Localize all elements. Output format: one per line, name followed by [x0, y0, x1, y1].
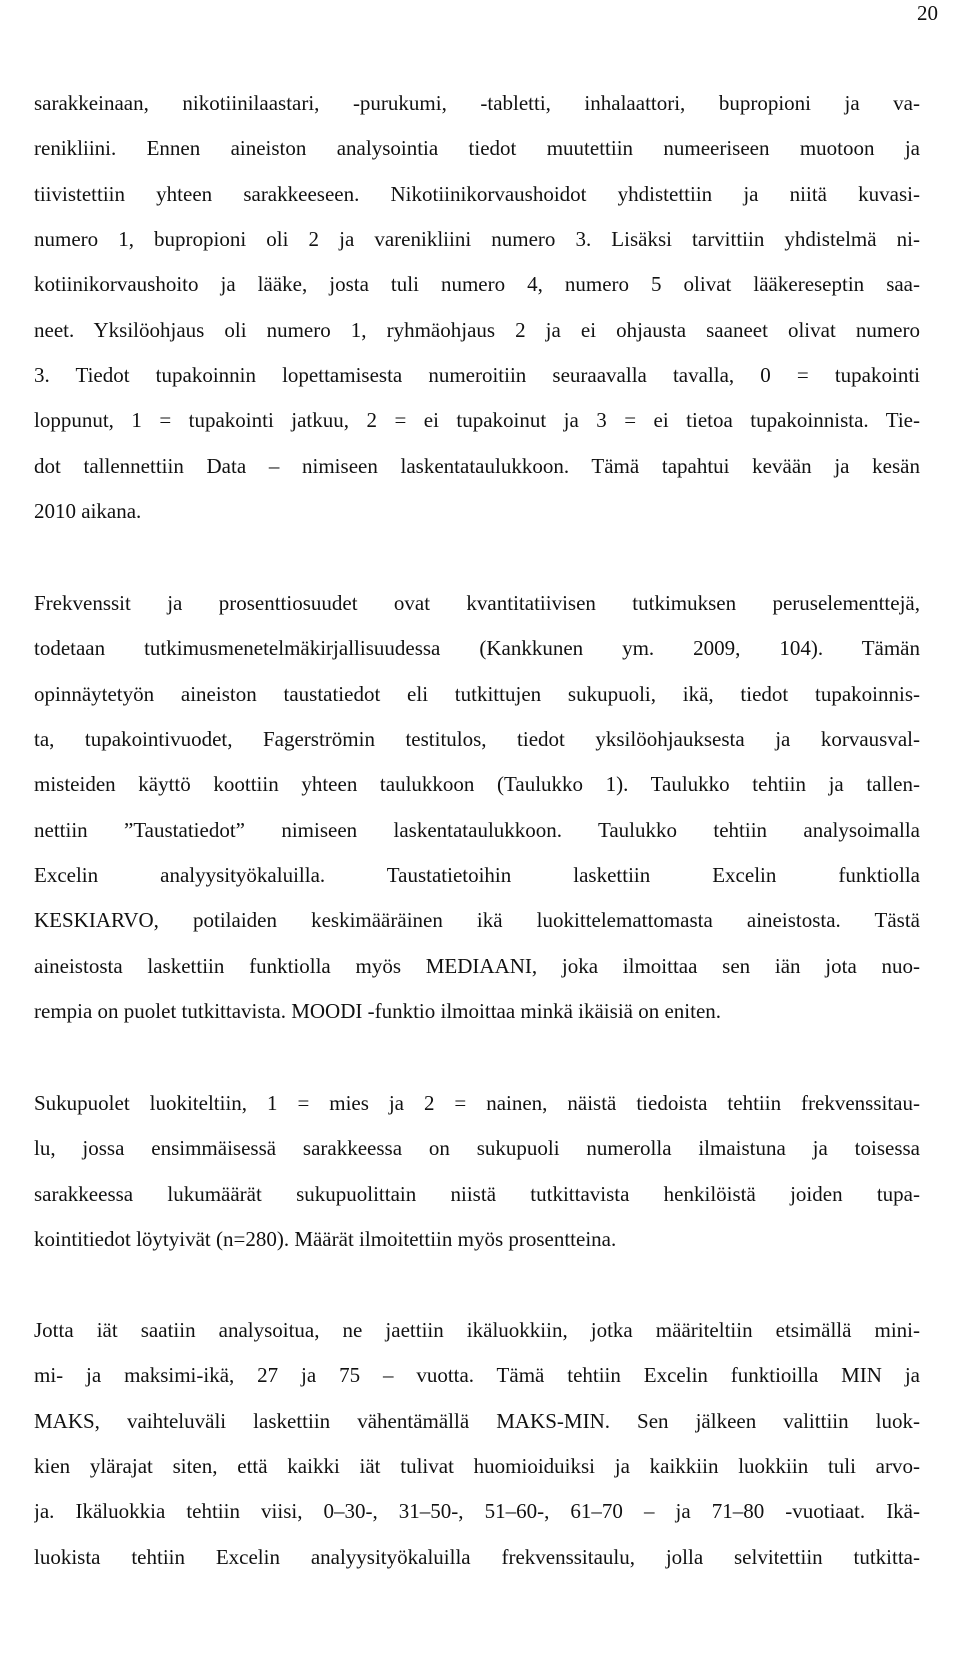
- text-line: loppunut, 1 = tupakointi jatkuu, 2 = ei tupakoinut ja 3 = ei tietoa tupakoinnista. Tie-: [34, 408, 920, 432]
- text-line: todetaan tutkimusmenetelmäkirjallisuudessa (Kankkunen ym. 2009, 104). Tämän: [34, 636, 920, 660]
- text-line: sarakkeessa lukumäärät sukupuolittain niistä tutkittavista henkilöistä joiden tupa-: [34, 1182, 920, 1206]
- text-line: Sukupuolet luokiteltiin, 1 = mies ja 2 = nainen, näistä tiedoista tehtiin frekvenssitau-: [34, 1091, 920, 1115]
- text-line: Jotta iät saatiin analysoitua, ne jaettiin ikäluokkiin, jotka määriteltiin etsimällä mini-: [34, 1318, 920, 1342]
- text-line: 3. Tiedot tupakoinnin lopettamisesta numeroitiin seuraavalla tavalla, 0 = tupakointi: [34, 363, 920, 387]
- text-line: ja. Ikäluokkia tehtiin viisi, 0–30-, 31–50-, 51–60-, 61–70 – ja 71–80 -vuotiaat. Ikä-: [34, 1499, 920, 1523]
- text-line: ta, tupakointivuodet, Fagerströmin testitulos, tiedot yksilöohjauksesta ja korvausval-: [34, 727, 920, 751]
- text-line: opinnäytetyön aineiston taustatiedot eli tutkittujen sukupuoli, ikä, tiedot tupakoinnis-: [34, 682, 920, 706]
- text-line: nettiin ”Taustatiedot” nimiseen laskentataulukkoon. Taulukko tehtiin analysoimalla: [34, 818, 920, 842]
- text-line: kotiinikorvaushoito ja lääke, josta tuli numero 4, numero 5 olivat lääkereseptin saa-: [34, 272, 920, 296]
- text-line: renikliini. Ennen aineiston analysointia tiedot muutettiin numeeriseen muotoon ja: [34, 136, 920, 160]
- text-line: neet. Yksilöohjaus oli numero 1, ryhmäohjaus 2 ja ei ohjausta saaneet olivat numero: [34, 318, 920, 342]
- text-line: tiivistettiin yhteen sarakkeeseen. Nikotiinikorvaushoidot yhdistettiin ja niitä kuvasi-: [34, 182, 920, 206]
- text-line: luokista tehtiin Excelin analyysityökaluilla frekvenssitaulu, jolla selvitettiin tutkitta-: [34, 1545, 920, 1569]
- text-line: kien ylärajat siten, että kaikki iät tulivat huomioiduiksi ja kaikkiin luokkiin tuli arvo-: [34, 1454, 920, 1478]
- page-number: 20: [917, 1, 938, 25]
- text-line: 2010 aikana.: [34, 499, 142, 523]
- text-line: MAKS, vaihteluväli laskettiin vähentämällä MAKS-MIN. Sen jälkeen valittiin luok-: [34, 1409, 920, 1433]
- text-line: misteiden käyttö koottiin yhteen taulukkoon (Taulukko 1). Taulukko tehtiin ja tallen-: [34, 772, 920, 796]
- text-line: mi- ja maksimi-ikä, 27 ja 75 – vuotta. Tämä tehtiin Excelin funktioilla MIN ja: [34, 1363, 920, 1387]
- text-line: sarakkeinaan, nikotiinilaastari, -purukumi, -tabletti, inhalaattori, bupropioni ja va-: [34, 91, 920, 115]
- text-line: rempia on puolet tutkittavista. MOODI -funktio ilmoittaa minkä ikäisiä on eniten.: [34, 999, 722, 1023]
- text-line: lu, jossa ensimmäisessä sarakkeessa on sukupuoli numerolla ilmaistuna ja toisessa: [34, 1136, 920, 1160]
- text-line: KESKIARVO, potilaiden keskimääräinen ikä luokittelemattomasta aineistosta. Tästä: [34, 908, 920, 932]
- text-line: Frekvenssit ja prosenttiosuudet ovat kvantitatiivisen tutkimuksen peruselementtejä,: [34, 591, 920, 615]
- text-line: dot tallennettiin Data – nimiseen laskentataulukkoon. Tämä tapahtui kevään ja kesän: [34, 454, 920, 478]
- text-line: kointitiedot löytyivät (n=280). Määrät ilmoitettiin myös prosentteina.: [34, 1227, 617, 1251]
- text-line: numero 1, bupropioni oli 2 ja varenikliini numero 3. Lisäksi tarvittiin yhdistelmä ni-: [34, 227, 920, 251]
- text-line: Excelin analyysityökaluilla. Taustatietoihin laskettiin Excelin funktiolla: [34, 863, 920, 887]
- text-line: aineistosta laskettiin funktiolla myös MEDIAANI, joka ilmoittaa sen iän jota nuo-: [34, 954, 920, 978]
